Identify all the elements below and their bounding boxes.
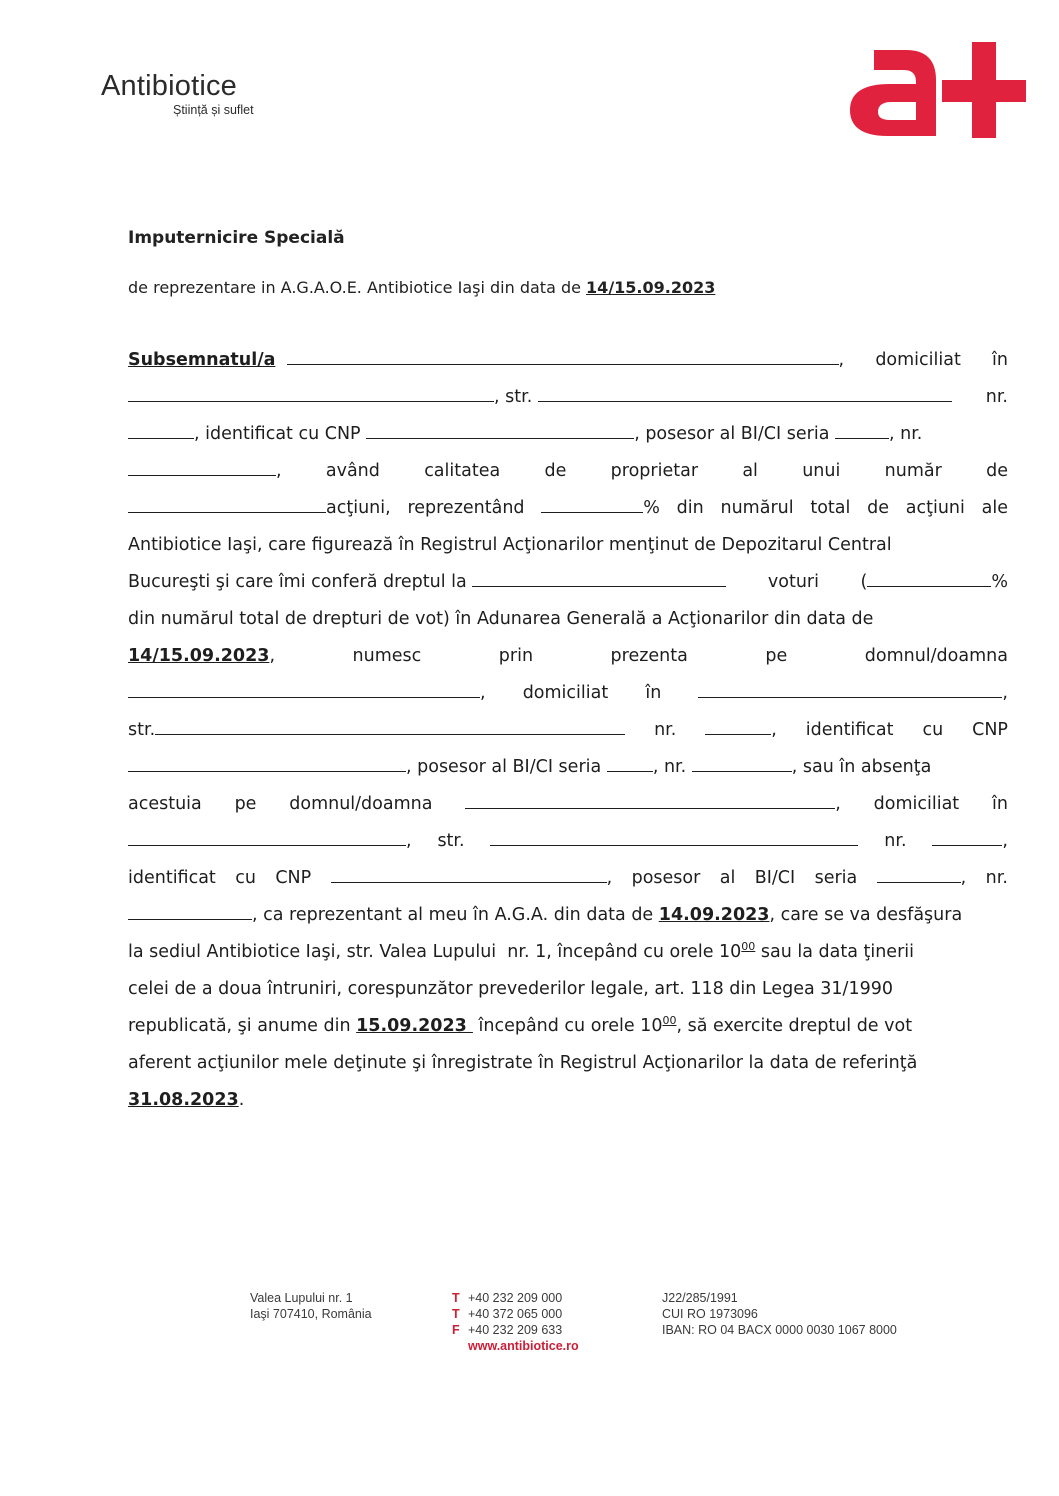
footer-address xyxy=(250,1290,372,1322)
proxy-form-body xyxy=(128,342,1008,1119)
text: CNP xyxy=(275,868,312,888)
text: Antibiotice Iaşi, care figurează în Registrul Acţionarilor menţinut de Depozitarul Central xyxy=(128,535,892,555)
text: începând cu orele 10 xyxy=(472,1016,663,1036)
text: total xyxy=(810,498,851,518)
text: numărul xyxy=(720,498,794,518)
text: ale xyxy=(981,498,1008,518)
subtitle-text: de reprezentare in A.G.A.O.E. Antibiotice Iaşi din data de xyxy=(128,278,587,297)
line-2 xyxy=(128,379,1008,416)
text: republicată, şi anume din xyxy=(128,1016,357,1036)
text: prezenta xyxy=(610,646,688,666)
footer-registration xyxy=(662,1290,897,1338)
text: % xyxy=(643,498,660,518)
text: celei de a doua întruniri, corespunzător prevederilor legale, art. 118 din Legea 31/1990 xyxy=(128,979,893,999)
field-shareholder-id-number[interactable] xyxy=(128,461,276,476)
text: str. xyxy=(437,831,465,851)
text: nr. xyxy=(654,720,677,740)
text: , xyxy=(771,720,777,740)
text: , să exercite dreptul de vot xyxy=(676,1016,913,1036)
first-meeting-date: 14.09.2023 xyxy=(658,905,770,925)
field-shareholder-name[interactable] xyxy=(287,350,839,365)
field-shareholder-city[interactable] xyxy=(128,387,494,402)
text: din xyxy=(676,498,704,518)
text: având xyxy=(325,461,380,481)
text: identificat xyxy=(128,868,216,888)
text: , posesor al BI/CI seria xyxy=(406,757,602,777)
company-logo xyxy=(101,70,254,117)
phone-label: T xyxy=(452,1307,460,1321)
text: , xyxy=(1002,683,1008,703)
text: aferent acţiunilor mele deţinute şi înregistrate în Registrul Acţionarilor la data de referinţă xyxy=(128,1053,918,1073)
subsemnatul-label: Subsemnatul/a xyxy=(128,350,276,370)
line-3 xyxy=(128,416,1008,453)
company-tagline: Știință și suflet xyxy=(173,103,254,117)
field-votes-count[interactable] xyxy=(472,572,726,587)
website-link[interactable]: www.antibiotice.ro xyxy=(468,1339,579,1353)
line-6 xyxy=(128,527,1008,564)
text: acestuia xyxy=(128,794,202,814)
line-4 xyxy=(128,453,1008,490)
text: din numărul total de drepturi de vot) în Adunarea Generală a Acţionarilor din data de xyxy=(128,609,874,629)
text: , xyxy=(480,683,486,703)
document-title: Imputernicire Specială xyxy=(128,228,345,248)
phone-1: +40 232 209 000 xyxy=(468,1291,563,1305)
field-shares-percent[interactable] xyxy=(541,498,643,513)
field-representative-city[interactable] xyxy=(698,683,1002,698)
field-shares-count[interactable] xyxy=(128,498,326,513)
text: nr. xyxy=(884,831,907,851)
field-representative-name[interactable] xyxy=(128,683,480,698)
text: posesor xyxy=(631,868,701,888)
meeting-date: 14/15.09.2023 xyxy=(128,646,270,666)
field-substitute-cnp[interactable] xyxy=(331,868,607,883)
line-18 xyxy=(128,971,1008,1008)
text: proprietar xyxy=(610,461,699,481)
text: domiciliat xyxy=(875,350,961,370)
phone-label: T xyxy=(452,1291,460,1305)
line-10 xyxy=(128,675,1008,712)
text: , str. xyxy=(494,387,533,407)
iban-number: IBAN: RO 04 BACX 0000 0030 1067 8000 xyxy=(662,1323,897,1337)
text: seria xyxy=(814,868,858,888)
reference-date: 31.08.2023 xyxy=(128,1090,239,1110)
text: calitatea xyxy=(424,461,501,481)
text: , care se va desfăşura xyxy=(769,905,963,925)
field-representative-id-number[interactable] xyxy=(692,757,792,772)
line-13 xyxy=(128,786,1008,823)
cui-number: CUI RO 1973096 xyxy=(662,1307,758,1321)
line-16 xyxy=(128,897,1008,934)
fax-label: F xyxy=(452,1323,460,1337)
text: , xyxy=(960,868,967,888)
text: reprezentând xyxy=(407,498,525,518)
text: , posesor al BI/CI seria xyxy=(634,424,830,444)
footer-contact xyxy=(452,1290,579,1354)
text: domiciliat xyxy=(873,794,960,814)
text: , ca reprezentant al meu în A.G.A. din data de xyxy=(252,905,659,925)
field-representative-street[interactable] xyxy=(155,720,625,735)
text: în xyxy=(991,794,1008,814)
text: al xyxy=(719,868,736,888)
field-shareholder-street-no[interactable] xyxy=(128,424,194,439)
text: în xyxy=(645,683,662,703)
text: , xyxy=(835,794,841,814)
field-shareholder-cnp[interactable] xyxy=(366,424,634,439)
field-votes-percent[interactable] xyxy=(867,572,991,587)
line-12 xyxy=(128,749,1008,786)
text: , xyxy=(606,868,613,888)
text: domiciliat xyxy=(522,683,609,703)
text: prin xyxy=(498,646,534,666)
company-name: Antibiotice xyxy=(101,70,237,102)
text: numesc xyxy=(352,646,422,666)
field-substitute-id-number[interactable] xyxy=(128,905,252,920)
text: , xyxy=(406,831,412,851)
document-subtitle xyxy=(128,278,715,297)
text: în xyxy=(992,350,1008,370)
address-line-1: Valea Lupului nr. 1 xyxy=(250,1291,353,1305)
field-representative-id-series[interactable] xyxy=(607,757,653,772)
text: voturi xyxy=(767,572,819,592)
field-representative-cnp[interactable] xyxy=(128,757,406,772)
text: de xyxy=(986,461,1008,481)
line-11 xyxy=(128,712,1008,749)
line-8 xyxy=(128,601,1008,638)
text: al xyxy=(742,461,758,481)
text: nr. xyxy=(985,868,1008,888)
text: BI/CI xyxy=(754,868,796,888)
hour-superscript: 00 xyxy=(662,1014,677,1028)
text: pe xyxy=(234,794,257,814)
field-substitute-id-series[interactable] xyxy=(877,868,961,883)
text: identificat xyxy=(805,720,894,740)
address-line-2: Iaşi 707410, România xyxy=(250,1307,372,1321)
text: CNP xyxy=(972,720,1008,740)
line-15 xyxy=(128,860,1008,897)
text: număr xyxy=(884,461,942,481)
text: nr. xyxy=(985,387,1008,407)
text: , xyxy=(1002,831,1008,851)
text: , nr. xyxy=(652,757,687,777)
text: de xyxy=(867,498,889,518)
a-plus-brand-icon xyxy=(844,40,1026,140)
line-5 xyxy=(128,490,1008,527)
text: , nr. xyxy=(889,424,923,444)
text: cu xyxy=(235,868,256,888)
text: , xyxy=(269,646,276,666)
field-substitute-city[interactable] xyxy=(128,831,406,846)
line-19 xyxy=(128,1008,1008,1045)
field-representative-street-no[interactable] xyxy=(705,720,771,735)
text: , xyxy=(838,350,845,370)
line-20 xyxy=(128,1045,1008,1082)
field-shareholder-street[interactable] xyxy=(538,387,952,402)
text: cu xyxy=(922,720,944,740)
text: la sediul Antibiotice Iaşi, str. Valea Lupului nr. 1, începând cu orele 10 xyxy=(128,942,742,962)
line-9 xyxy=(128,638,1008,675)
text: acţiuni, xyxy=(326,498,391,518)
text: acţiuni xyxy=(905,498,965,518)
phone-2: +40 372 065 000 xyxy=(468,1307,563,1321)
line-21 xyxy=(128,1082,1008,1119)
text: pe xyxy=(765,646,788,666)
text: , xyxy=(276,461,282,481)
field-substitute-street[interactable] xyxy=(490,831,858,846)
text: sau la data ţinerii xyxy=(755,942,914,962)
line-14 xyxy=(128,823,1008,860)
line-1 xyxy=(128,342,1008,379)
second-meeting-date: 15.09.2023 xyxy=(356,1016,473,1036)
field-substitute-street-no[interactable] xyxy=(932,831,1002,846)
field-substitute-name[interactable] xyxy=(465,794,835,809)
text: , identificat cu CNP xyxy=(194,424,361,444)
subtitle-date: 14/15.09.2023 xyxy=(586,278,716,297)
line-7 xyxy=(128,564,1008,601)
text: , sau în absenţa xyxy=(791,757,932,777)
text: unui xyxy=(802,461,841,481)
hour-superscript: 00 xyxy=(741,940,756,954)
text: . xyxy=(238,1090,245,1110)
line-17 xyxy=(128,934,1008,971)
field-shareholder-id-series[interactable] xyxy=(835,424,889,439)
fax-number: +40 232 209 633 xyxy=(468,1323,563,1337)
text: str. xyxy=(128,720,156,740)
text: domnul/doamna xyxy=(289,794,433,814)
text: de xyxy=(544,461,567,481)
text: ( xyxy=(860,572,868,592)
registration-number: J22/285/1991 xyxy=(662,1291,738,1305)
text: Bucureşti şi care îmi conferă dreptul la xyxy=(128,572,467,592)
text: domnul/doamna xyxy=(864,646,1008,666)
text: % xyxy=(991,572,1008,592)
